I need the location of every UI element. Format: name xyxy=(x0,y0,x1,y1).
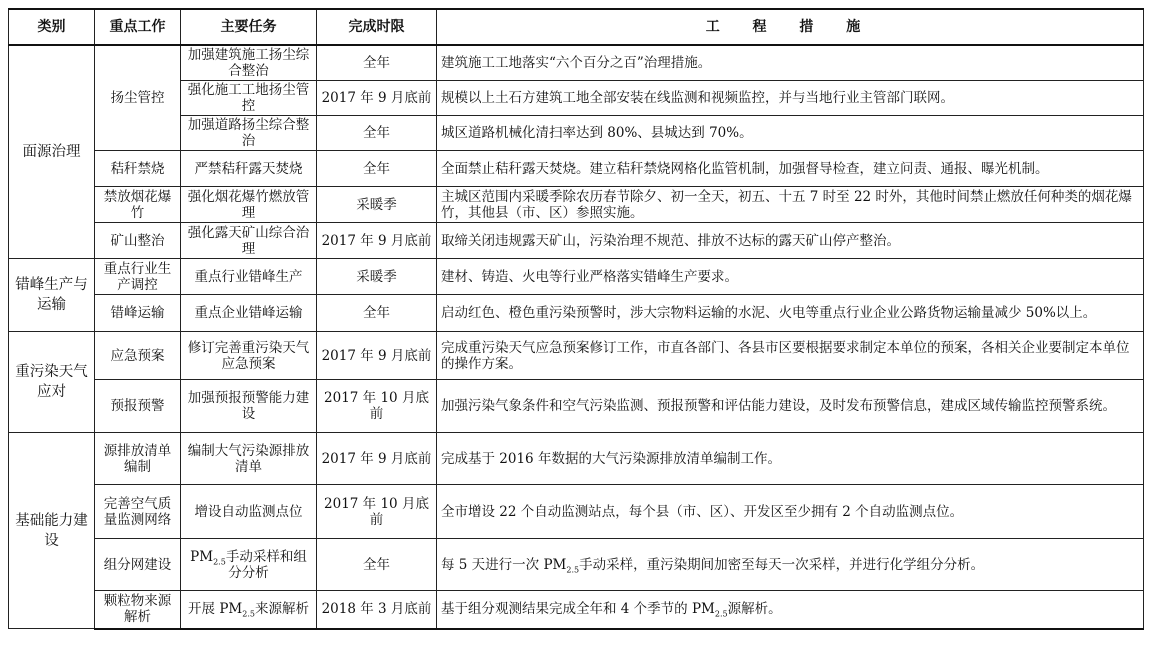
task-cell: 增设自动监测点位 xyxy=(181,485,317,539)
measure-text-post: 源解析。 xyxy=(727,601,782,618)
table-row xyxy=(9,259,1144,295)
task-cell: 加强建筑施工扬尘综合整治 xyxy=(181,45,317,81)
measure-cell xyxy=(437,591,1144,629)
deadline-cell: 采暖季 xyxy=(317,259,437,295)
deadline-cell: 2017 年 9 月底前 xyxy=(317,433,437,485)
measure-text-post: 手动采样，重污染期间加密至每天一次采样，并进行化学组分分析。 xyxy=(579,556,985,573)
table-row xyxy=(9,380,1144,433)
measure-cell: 建筑施工工地落实“六个百分之百”治理措施。 xyxy=(437,45,1144,81)
task-cell xyxy=(181,591,317,629)
key-work-cell: 错峰运输 xyxy=(95,295,181,332)
key-work-cell: 禁放烟花爆竹 xyxy=(95,187,181,223)
measure-text-pre: 基于组分观测结果完成全年和 4 个季节的 PM xyxy=(441,601,715,618)
task-cell: 加强道路扬尘综合整治 xyxy=(181,116,317,151)
measure-cell: 城区道路机械化清扫率达到 80%、县城达到 70%。 xyxy=(437,116,1144,151)
deadline-cell: 全年 xyxy=(317,45,437,81)
key-work-cell: 扬尘管控 xyxy=(95,45,181,151)
task-cell: 重点行业错峰生产 xyxy=(181,259,317,295)
task-cell: 加强预报预警能力建设 xyxy=(181,380,317,433)
category-cell: 面源治理 xyxy=(9,45,95,259)
key-work-cell: 源排放清单编制 xyxy=(95,433,181,485)
deadline-cell: 2017 年 10 月底前 xyxy=(317,380,437,433)
table-row xyxy=(9,295,1144,332)
deadline-cell: 采暖季 xyxy=(317,187,437,223)
task-cell xyxy=(181,539,317,591)
task-cell: 重点企业错峰运输 xyxy=(181,295,317,332)
task-cell: 强化烟花爆竹燃放管理 xyxy=(181,187,317,223)
key-work-cell: 颗粒物来源解析 xyxy=(95,591,181,629)
measure-text-pre: 每 5 天进行一次 PM xyxy=(441,556,567,573)
key-work-cell: 应急预案 xyxy=(95,332,181,380)
key-work-cell: 预报预警 xyxy=(95,380,181,433)
task-text-sub: 2.5 xyxy=(213,557,226,567)
header-deadline: 完成时限 xyxy=(317,9,437,45)
key-work-cell: 组分网建设 xyxy=(95,539,181,591)
measure-text-sub: 2.5 xyxy=(714,609,728,619)
table-row xyxy=(9,223,1144,259)
measure-cell: 启动红色、橙色重污染预警时，涉大宗物料运输的水泥、火电等重点行业企业公路货物运输量减少 50%以上。 xyxy=(437,295,1144,332)
table-row xyxy=(9,45,1144,81)
table-row xyxy=(9,187,1144,223)
category-cell: 重污染天气应对 xyxy=(9,332,95,433)
measure-cell xyxy=(437,539,1144,591)
table-row xyxy=(9,433,1144,485)
task-cell: 强化露天矿山综合治理 xyxy=(181,223,317,259)
deadline-cell: 全年 xyxy=(317,151,437,187)
measure-text-sub: 2.5 xyxy=(566,565,580,575)
key-work-cell: 完善空气质量监测网络 xyxy=(95,485,181,539)
deadline-cell: 2017 年 9 月底前 xyxy=(317,332,437,380)
measure-cell: 全面禁止秸秆露天焚烧。建立秸秆禁烧网格化监管机制，加强督导检查，建立问责、通报、曝光机制。 xyxy=(437,151,1144,187)
task-cell: 修订完善重污染天气应急预案 xyxy=(181,332,317,380)
key-work-cell: 矿山整治 xyxy=(95,223,181,259)
key-work-cell: 秸秆禁烧 xyxy=(95,151,181,187)
key-work-cell: 重点行业生产调控 xyxy=(95,259,181,295)
task-text-post: 来源解析 xyxy=(254,601,309,618)
table-row xyxy=(9,485,1144,539)
task-text-post: 手动采样和组分分析 xyxy=(225,548,307,581)
task-cell: 严禁秸秆露天焚烧 xyxy=(181,151,317,187)
deadline-cell: 2017 年 10 月底前 xyxy=(317,485,437,539)
header-row xyxy=(9,9,1144,45)
category-cell: 基础能力建设 xyxy=(9,433,95,629)
task-text-pre: PM xyxy=(190,548,214,565)
header-category: 类别 xyxy=(9,9,95,45)
measure-cell: 加强污染气象条件和空气污染监测、预报预警和评估能力建设，及时发布预警信息，建成区域传输监控预警系统。 xyxy=(437,380,1144,433)
deadline-cell: 2017 年 9 月底前 xyxy=(317,81,437,116)
header-key-work: 重点工作 xyxy=(95,9,181,45)
task-text-sub: 2.5 xyxy=(242,609,255,619)
task-cell: 强化施工工地扬尘管控 xyxy=(181,81,317,116)
deadline-cell: 全年 xyxy=(317,539,437,591)
deadline-cell: 全年 xyxy=(317,295,437,332)
measure-cell: 完成基于 2016 年数据的大气污染源排放清单编制工作。 xyxy=(437,433,1144,485)
table-row xyxy=(9,332,1144,380)
measure-cell: 建材、铸造、火电等行业严格落实错峰生产要求。 xyxy=(437,259,1144,295)
task-text-pre: 开展 PM xyxy=(188,601,243,618)
measure-cell: 规模以上土石方建筑工地全部安装在线监测和视频监控，并与当地行业主管部门联网。 xyxy=(437,81,1144,116)
deadline-cell: 全年 xyxy=(317,116,437,151)
table-row xyxy=(9,591,1144,629)
measure-cell: 完成重污染天气应急预案修订工作，市直各部门、各县市区要根据要求制定本单位的预案，各相关企业要制定本单位的操作方案。 xyxy=(437,332,1144,380)
task-cell: 编制大气污染源排放清单 xyxy=(181,433,317,485)
measures-table xyxy=(8,8,1144,630)
measure-cell: 全市增设 22 个自动监测站点，每个县（市、区）、开发区至少拥有 2 个自动监测点位。 xyxy=(437,485,1144,539)
measure-cell: 取缔关闭违规露天矿山，污染治理不规范、排放不达标的露天矿山停产整治。 xyxy=(437,223,1144,259)
category-cell: 错峰生产与运输 xyxy=(9,259,95,332)
deadline-cell: 2017 年 9 月底前 xyxy=(317,223,437,259)
table-row xyxy=(9,539,1144,591)
table-row xyxy=(9,151,1144,187)
header-measures: 工 程 措 施 xyxy=(437,9,1144,45)
measure-cell: 主城区范围内采暖季除农历春节除夕、初一全天，初五、十五 7 时至 22 时外，其他时间禁止燃放任何种类的烟花爆竹，其他县（市、区）参照实施。 xyxy=(437,187,1144,223)
header-main-task: 主要任务 xyxy=(181,9,317,45)
deadline-cell: 2018 年 3 月底前 xyxy=(317,591,437,629)
